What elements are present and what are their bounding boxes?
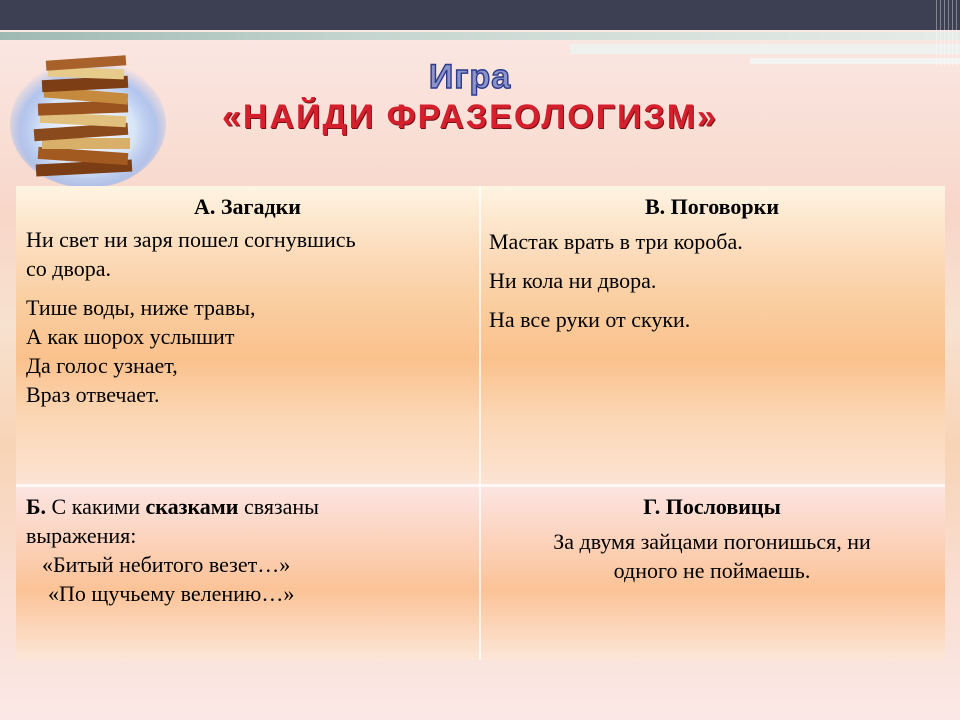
cell-sayings-header: В. Поговорки xyxy=(645,194,779,219)
riddle-2-line-4: Враз отвечает. xyxy=(26,382,160,407)
cell-sayings xyxy=(479,186,945,484)
saying-3: На все руки от скуки. xyxy=(489,307,691,332)
cell-riddles-header: А. Загадки xyxy=(194,194,301,219)
fairy-tales-text-after: связаны xyxy=(238,494,319,519)
title-main: «НАЙДИ ФРАЗЕОЛОГИЗМ» xyxy=(222,98,718,136)
proverb-line-1: За двумя зайцами погонишься, ни xyxy=(553,529,871,554)
top-accent-line-2 xyxy=(570,44,960,54)
top-accent-line xyxy=(0,32,960,40)
content-table xyxy=(16,186,945,660)
fairy-tales-label: Б. xyxy=(26,494,47,519)
books-clipart xyxy=(8,52,168,190)
riddle-1 xyxy=(26,225,469,283)
riddle-1-line-1: Ни свет ни заря пошел согнувшись xyxy=(26,227,356,252)
proverb-line-2: одного не поймаешь. xyxy=(613,558,811,583)
saying-1: Мастак врать в три короба. xyxy=(489,229,743,254)
top-bar xyxy=(0,0,960,30)
riddle-2 xyxy=(26,293,469,409)
riddle-2-line-3: Да голос узнает, xyxy=(26,353,178,378)
slide-title xyxy=(170,60,770,140)
fairy-tales-bold-word: сказками xyxy=(145,494,239,519)
top-accent-line-3 xyxy=(750,58,960,64)
riddle-2-line-1: Тише воды, ниже травы, xyxy=(26,295,256,320)
fairy-tale-quote-2: «По щучьему велению…» xyxy=(48,581,295,606)
cell-proverbs-header: Г. Пословицы xyxy=(643,494,781,519)
riddle-2-line-2: А как шорох услышит xyxy=(26,324,235,349)
fairy-tales-text-before: С какими xyxy=(46,494,146,519)
cell-proverbs xyxy=(479,484,945,660)
fairy-tales-question-line-1 xyxy=(26,492,469,521)
saying-2: Ни кола ни двора. xyxy=(489,268,657,293)
cell-riddles xyxy=(16,186,479,484)
riddle-1-line-2: со двора. xyxy=(26,256,111,281)
corner-decoration xyxy=(936,0,960,66)
fairy-tales-question-line-2: выражения: xyxy=(26,523,137,548)
fairy-tale-quote-1: «Битый небитого везет…» xyxy=(42,552,291,577)
title-small: Игра xyxy=(428,58,512,96)
cell-fairy-tales xyxy=(16,484,479,660)
